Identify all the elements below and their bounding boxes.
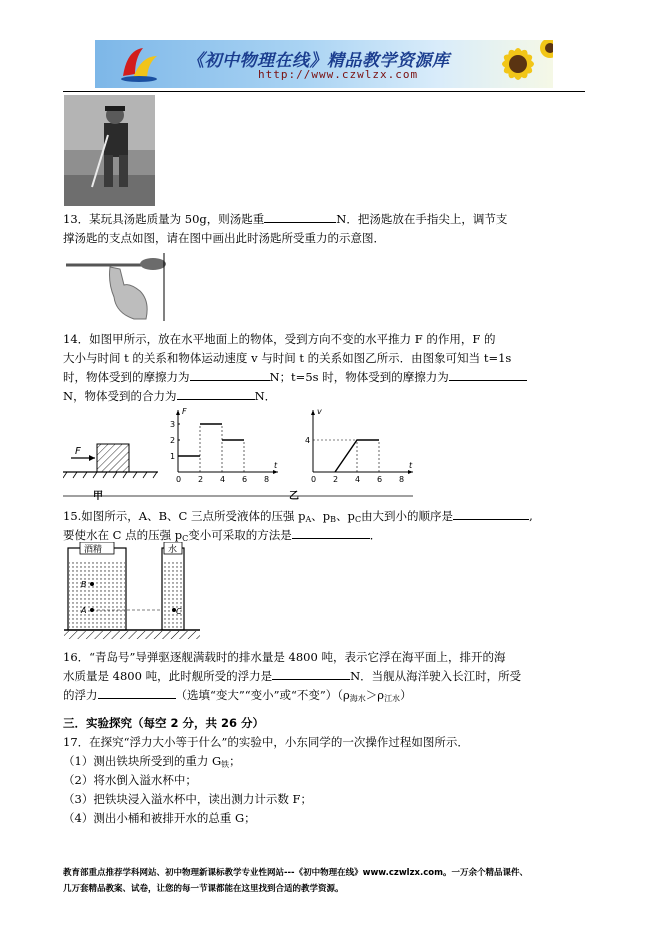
child-photo [64, 95, 155, 206]
q13-text-b: N．把汤匙放在手指尖上，调节支 [336, 212, 508, 226]
q14-blank-friction-1[interactable] [190, 368, 270, 381]
q17-line1: 17．在探究“浮力大小等于什么”的实验中，小东同学的一次操作过程如图所示． [63, 735, 469, 749]
x-tick-label: 2 [333, 475, 339, 484]
x-tick-label: 6 [377, 475, 383, 484]
q16-blank-change[interactable] [98, 686, 176, 699]
v-t-graph [305, 407, 413, 484]
x-tick-label: 4 [220, 475, 226, 484]
x-tick-label: 8 [264, 475, 270, 484]
q14-text-3b: N；t=5s 时，物体受到的摩擦力为 [269, 370, 449, 384]
q14-text-4b: N． [254, 389, 277, 403]
sub-c: C [354, 515, 362, 524]
q13-blank-weight[interactable] [264, 210, 336, 223]
force-label: F [75, 446, 81, 457]
header-rule [63, 91, 585, 92]
y-tick-label: 3 [170, 420, 176, 429]
footer-line2: 几万套精品教案、试卷，让您的每一节课都能在这里找到合适的教学资源。 [63, 884, 344, 894]
x-tick-label: 4 [355, 475, 361, 484]
y-tick-label: 1 [170, 452, 176, 461]
q16-text-3b: （选填“变大”“变小”或“不变”）（ρ [175, 688, 350, 702]
q14-text-3a: 时，物体受到的摩擦力为 [63, 370, 190, 384]
q15-blank-method[interactable] [292, 526, 370, 539]
x-tick-label: 0 [176, 475, 182, 484]
q17-step1-text: （1）测出铁块所受到的重力 G [63, 754, 222, 768]
q15-end: ． [369, 528, 382, 542]
q17-step4: （4）测出小桶和被排开水的总重 G； [63, 811, 256, 825]
y-axis-label: v [317, 407, 322, 416]
header-banner [95, 40, 553, 88]
banner-title: 《初中物理在线》精品教学资源库 [187, 51, 450, 71]
q14-line1: 14．如图甲所示，放在水平地面上的物体，受到方向不变的水平推力 F 的作用，F 的 [63, 332, 496, 346]
label-water: 水 [168, 545, 178, 555]
x-arrow [273, 470, 278, 474]
q15-blank-order[interactable] [453, 507, 529, 520]
y-tick-label: 2 [170, 436, 176, 445]
q16-line2 [63, 667, 593, 686]
x-tick-label: 6 [242, 475, 248, 484]
sub-sea: 海水 [349, 694, 366, 703]
q16-close: ） [400, 688, 412, 702]
q13-text-a: 13．某玩具汤匙质量为 50g，则汤匙重 [63, 212, 265, 226]
section-title: 三．实验探究（每空 2 分，共 26 分） [63, 716, 265, 730]
fig-label-yi: 乙 [289, 491, 299, 500]
label-alcohol: 酒精 [84, 545, 103, 555]
q17-step3: （3）把铁块浸入溢水杯中，读出测力计示数 F； [63, 792, 312, 806]
q15-text-1a: 15.如图所示，A、B、C 三点所受液体的压强 p [63, 509, 306, 523]
q15-text-2b: 变小可采取的方法是 [188, 528, 292, 542]
q16-text-3a: 的浮力 [63, 688, 98, 702]
banner-url: http://www.czwlzx.com [258, 68, 419, 81]
q16-line3 [63, 686, 593, 708]
q16-blank-buoyancy[interactable] [272, 667, 350, 680]
y-arrow [176, 410, 180, 415]
x-axis-label: t [409, 461, 413, 470]
q15-sep2: 、p [336, 509, 355, 523]
sub-river: 江水 [384, 694, 401, 703]
footer-line1: 教育部重点推荐学科网站、初中物理新课标教学专业性网站---《初中物理在线》www.czwlzx.com。一万余个精品课件、 [63, 868, 528, 878]
x-tick-label: 8 [399, 475, 405, 484]
fig-label-jia: 甲 [93, 491, 103, 500]
q15-sep1: 、p [311, 509, 331, 523]
q16-gt: ＞ρ [365, 688, 385, 702]
sunflower-icon [480, 40, 553, 88]
q15-text-1b: 由大到小的顺序是 [361, 509, 454, 523]
q15-containers-figure [64, 542, 200, 644]
q14-line2: 大小与时间 t 的关系和物体运动速度 v 与时间 t 的关系如图乙所示．由图象可知当 t=1s [63, 351, 512, 365]
q14-figure [63, 404, 413, 500]
y-axis-label: F [182, 407, 187, 416]
sub-a: A [305, 515, 312, 524]
f-t-graph [170, 407, 278, 484]
q14-blank-net-force[interactable] [177, 387, 255, 400]
x-tick-label: 0 [311, 475, 317, 484]
q17-step1-end: ； [229, 754, 241, 768]
q15-line1: 15.如图所示，A、B、C 三点所受液体的压强 $p_A$、$p_B$、$p_C$由大到小的顺序是 , [63, 509, 533, 524]
q16-text-2a: 水质量是 4800 吨，此时舰所受的浮力是 [63, 669, 273, 683]
y-arrow [311, 410, 315, 415]
x-tick-label: 2 [198, 475, 204, 484]
q17-step2: （2）将水倒入溢水杯中； [63, 773, 197, 787]
q13-line2: 撑汤匙的支点如图，请在图中画出此时汤匙所受重力的示意图． [63, 231, 385, 245]
label-a: A [81, 606, 87, 615]
q14-text-4a: N，物体受到的合力为 [63, 389, 177, 403]
spoon-figure [64, 253, 168, 321]
q14-line3 [63, 368, 593, 387]
q16-text-2b: N．当舰从海洋驶入长江时，所受 [350, 669, 522, 683]
sub-b: B [330, 515, 337, 524]
sub-iron: 铁 [221, 760, 230, 769]
x-arrow [408, 470, 413, 474]
label-b: B [81, 580, 87, 589]
x-axis-label: t [274, 461, 278, 470]
label-c: C [176, 607, 182, 616]
q15-text-2a: 要使水在 C 点的压强 p [63, 528, 183, 542]
q16-line1: 16．“青岛号”导弹驱逐舰满载时的排水量是 4800 吨，表示它浮在海平面上，排开的海 [63, 650, 506, 664]
sub-c-2: C [182, 534, 189, 543]
y-tick-label: 4 [305, 436, 311, 445]
q14-blank-friction-2[interactable] [449, 368, 527, 381]
q13-line1 [63, 210, 593, 229]
logo-icon [117, 44, 161, 84]
